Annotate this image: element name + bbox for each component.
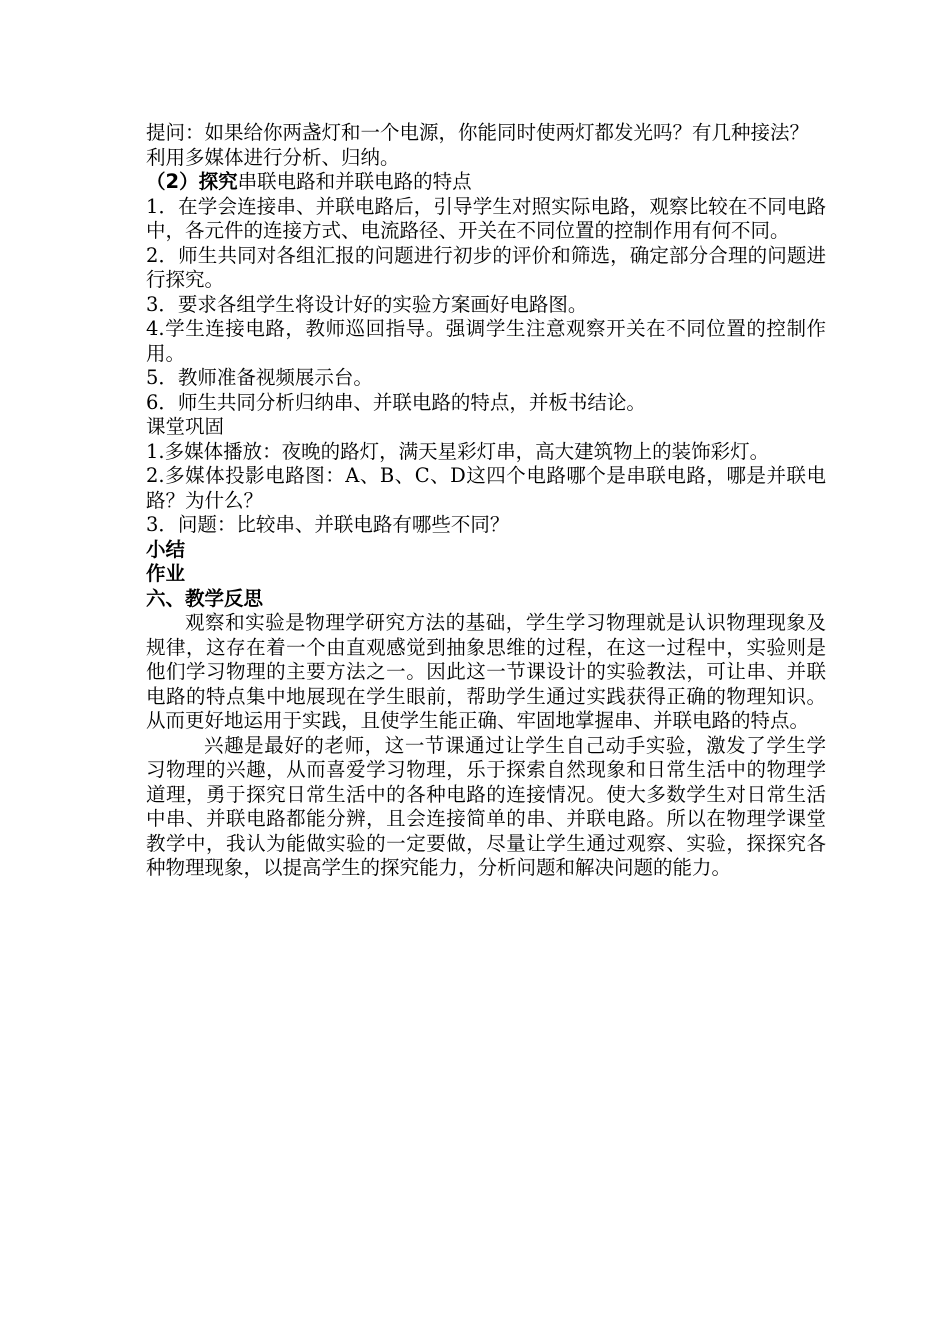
question-paragraph: 提问：如果给你两盏灯和一个电源，你能同时使两灯都发光吗？有几种接法？ [146,121,810,144]
step-3: 3．要求各组学生将设计好的实验方案画好电路图。 [146,292,588,316]
step-2: 2．师生共同对各组汇报的问题进行初步的评价和筛选，确定部分合理的问题进行探究。 [146,243,826,291]
step-6: 6．师生共同分析归纳串、并联电路的特点，并板书结论。 [146,390,646,414]
reflection-paragraph-1: 观察和实验是物理学研究方法的基础，学生学习物理就是认识物理现象及规律，这存在着一个由直观感觉到抽象思维的过程，在这一过程中，实验则是他们学习物理的主要方法之一。因此这一节课设计的实验教法，可让串、并联电路的特点集中地展现在学生眼前，帮助学生通过实践获得正确的物理知识。从而更好地运用于实践，且使学生能正确、牢固地掌握串、并联电路的特点。 [146,611,826,732]
consolidation-3: 3．问题：比较串、并联电路有哪些不同？ [146,513,510,536]
explore-topic: 串联电路和并联电路的特点 [237,170,472,193]
step-5: 5．教师准备视频展示台。 [146,366,373,389]
reflection-paragraph-2: 兴趣是最好的老师，这一节课通过让学生自己动手实验，激发了学生学习物理的兴趣，从而喜爱学习物理，乐于探索自然现象和日常生活中的物理学道理，勇于探究日常生活中的各种电路的连接情况。使大多数学生对日常生活中串、并联电路都能分辨，且会连接简单的串、并联电路。所以在物理学课堂教学中，我认为能做实验的一定要做，尽量让学生通过观察、实验，探探究各种物理现象，以提高学生的探究能力，分析问题和解决问题的能力。 [146,733,826,879]
reflection-heading: 六、教学反思 [146,586,264,610]
section-heading-explore [146,170,826,195]
consolidation-1: 1.多媒体播放：夜晚的路灯，满天星彩灯串，高大建筑物上的装饰彩灯。 [146,439,770,463]
consolidation-2: 2.多媒体投影电路图：A、B、C、D这四个电路哪个是串联电路，哪是并联电路？为什么？ [146,464,826,512]
summary-heading: 小结 [146,537,186,561]
multimedia-analysis-line: 利用多媒体进行分析、归纳。 [146,145,400,169]
step-4: 4.学生连接电路，教师巡回指导。强调学生注意观察开关在不同位置的控制作用。 [146,317,826,365]
document-body [146,121,826,881]
step-1: 1．在学会连接串、并联电路后，引导学生对照实际电路，观察比较在不同电路中，各元件的连接方式、电流路径、开关在不同位置的控制作用有何不同。 [146,194,826,242]
explore-label: （2）探究 [146,170,238,193]
homework-heading: 作业 [146,562,186,585]
consolidation-heading: 课堂巩固 [146,415,225,438]
